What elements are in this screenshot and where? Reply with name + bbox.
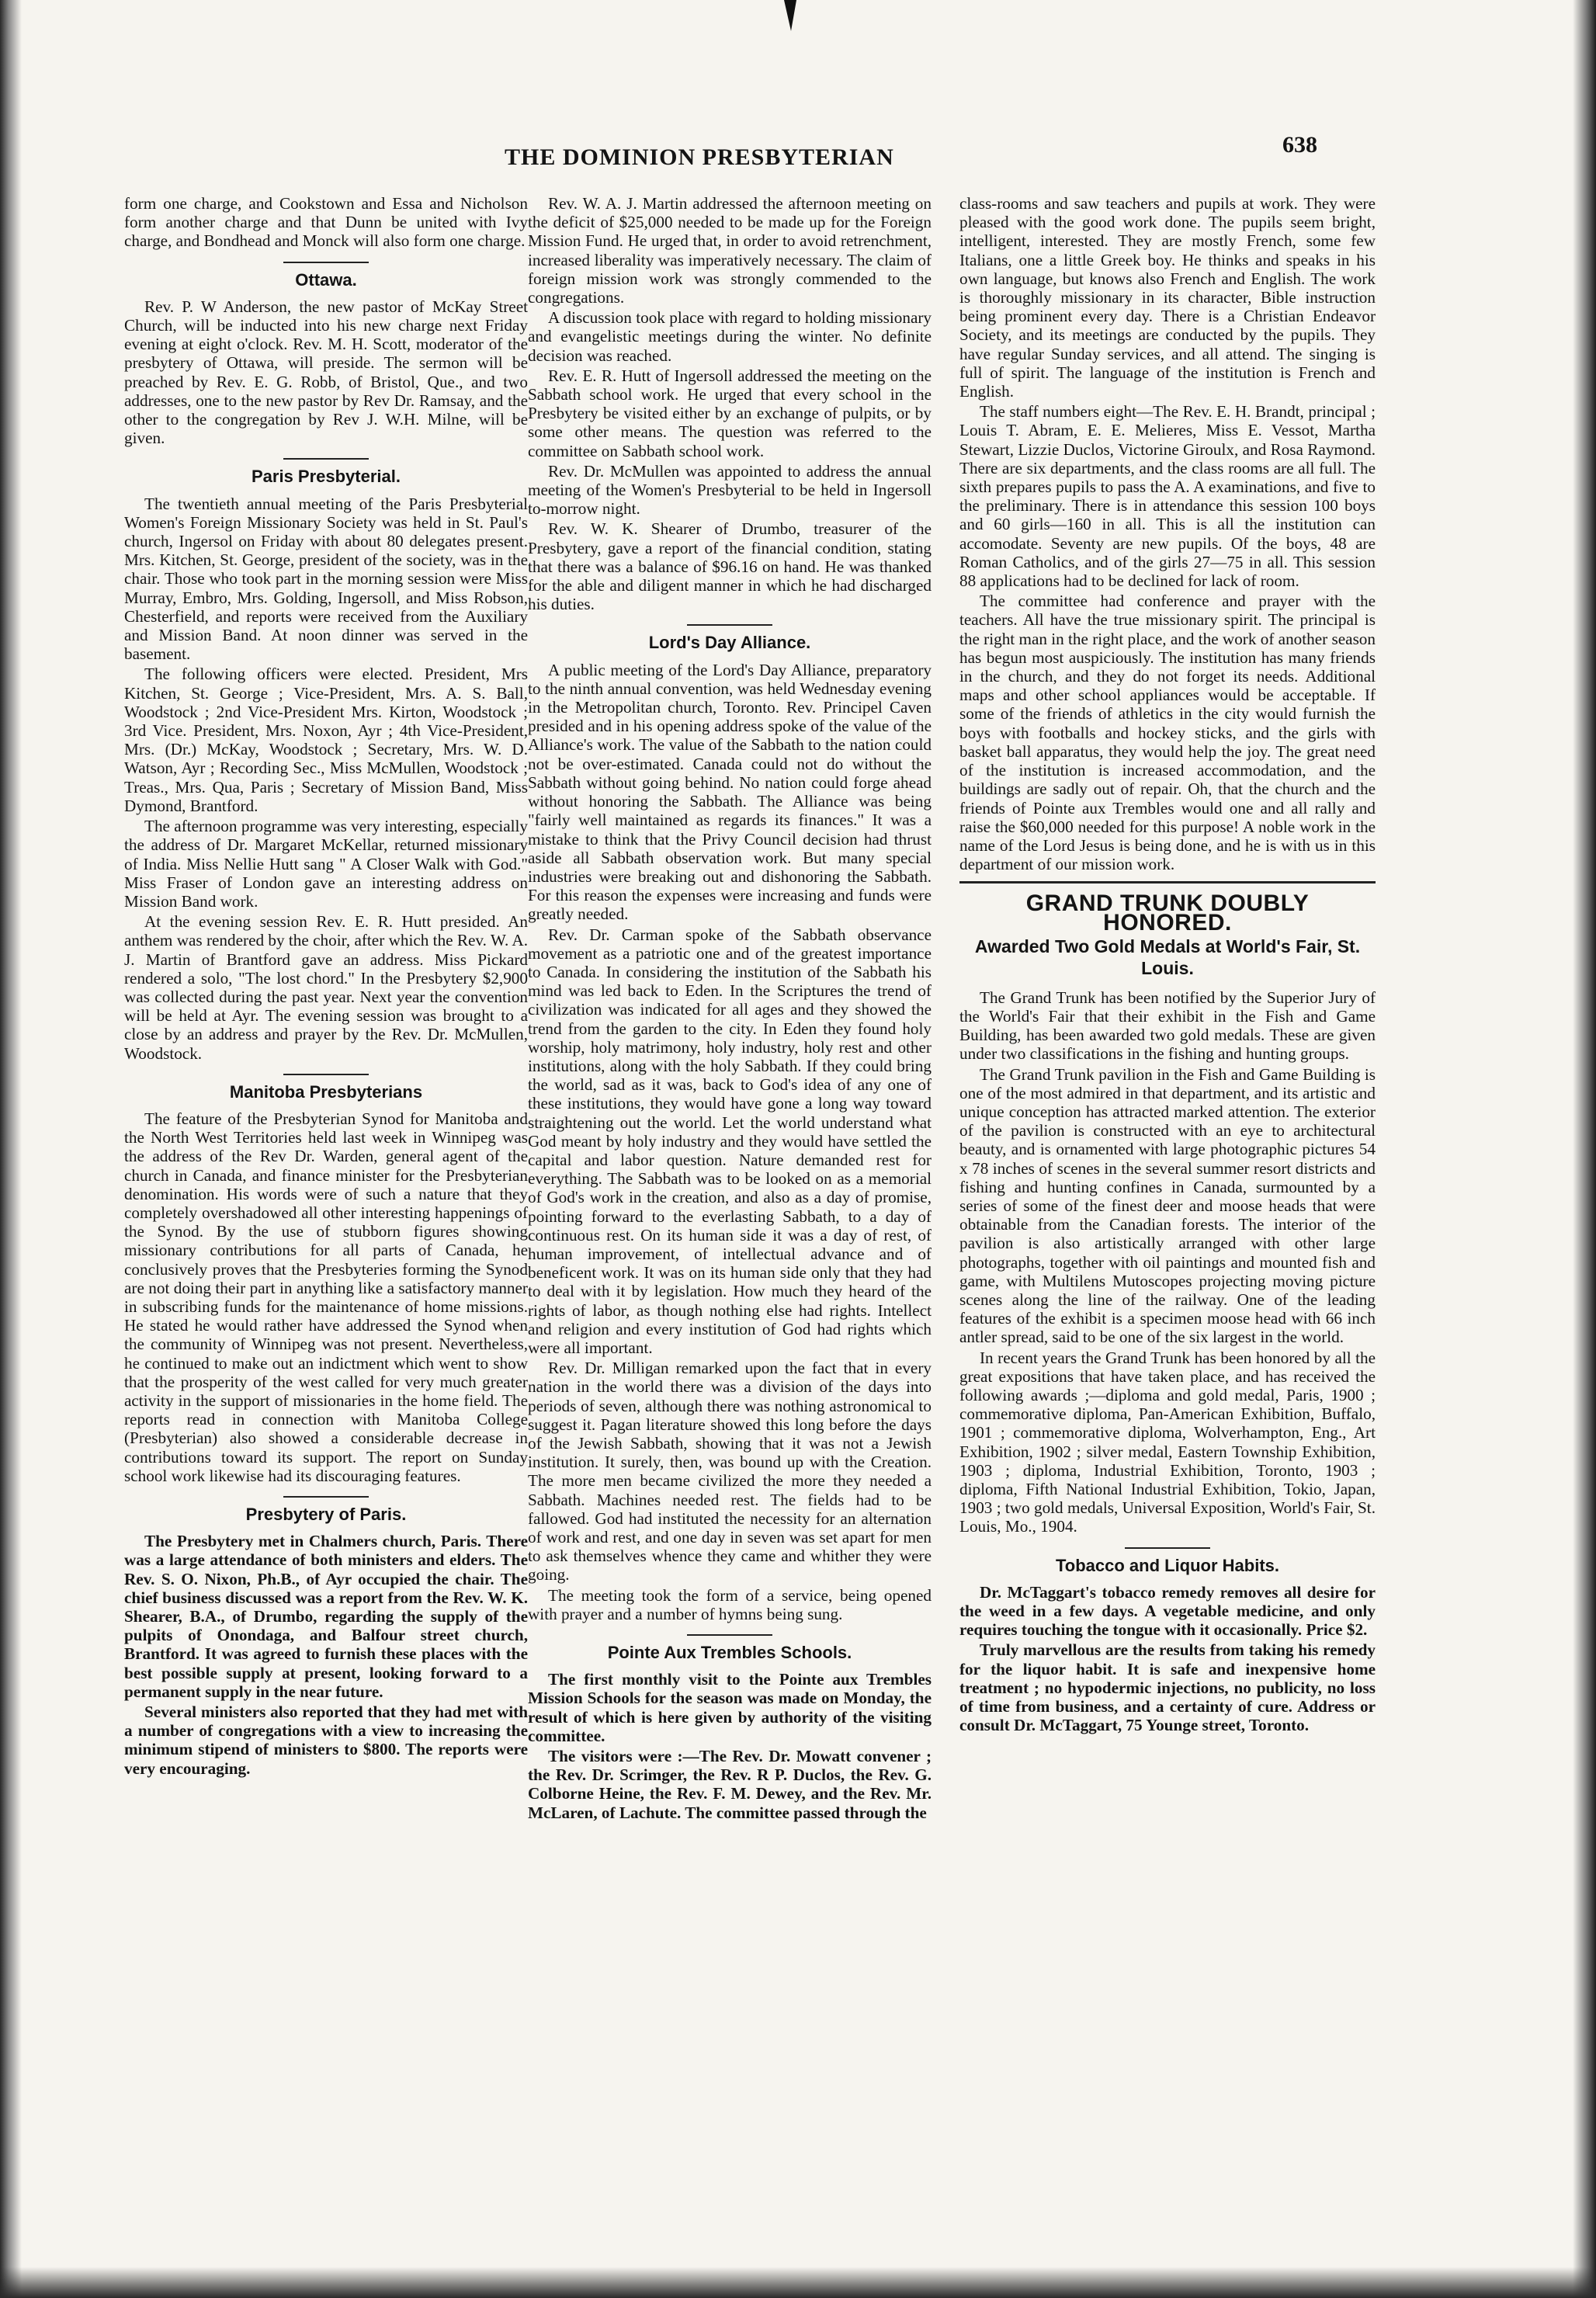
presbytery-paragraph: Rev. E. R. Hutt of Ingersoll addressed the meeting on the Sabbath school work. He urged that every school in the Presbytery be visited either by an exchange of pulpits, or by some other means. The question was referred to the committee on Sabbath school work. [528, 366, 932, 460]
grand-trunk-paragraph: In recent years the Grand Trunk has been honored by all the great expositions that have taken place, and has received the following awards ;—diploma and gold medal, Paris, 1900 ; commemorative diploma, Pan-American Exhibition, Buffalo, 1901 ; commemorative diploma, Wolverhampton, Eng., Art Exhibition, 1902 ; silver medal, Eastern Township Exhibition, 1903 ; diploma, Industrial Exhibition, Toronto, 1903 ; diploma, Fifth National Industrial Exhibition, Tokio, Japan, 1903 ; two gold medals, Universal Exposition, World's Fair, St. Louis, Mo., 1904. [959, 1348, 1376, 1536]
paris-paragraph: At the evening session Rev. E. R. Hutt presided. An anthem was rendered by the choir, after which the Rev. W. A. J. Martin of Brantford gave an address. Miss Pickard rendered a solo, "The lost chord." In the Presbytery $2,900 was collected during the past year. Next year the convention will be held at Ayr. The evening session was brought to a close by an address and prayer by the Rev. Dr. McMullen, Woodstock. [124, 912, 528, 1063]
pointe-paragraph: The first monthly visit to the Pointe aux Trembles Mission Schools for the season was made on Monday, the result of which is here given by authority of the visiting committee. [528, 1670, 932, 1745]
scan-edge-left [0, 0, 22, 2298]
presbytery-paragraph: Rev. Dr. McMullen was appointed to address the annual meeting of the Women's Presbyterial to be held in Ingersoll to-morrow night. [528, 461, 932, 519]
pointe-paragraph: The visitors were :—The Rev. Dr. Mowatt convener ; the Rev. Dr. Scrimger, the Rev. R P. Duclos, the Rev. G. Colborne Heine, the Rev. F. M. Dewey, and the Rev. Mr. McLaren, of Lachute. The committee passed through the [528, 1747, 932, 1822]
section-divider [283, 262, 369, 263]
paris-paragraph: The twentieth annual meeting of the Paris Presbyterial Women's Foreign Missionary Society was held in St. Paul's church, Ingersol on Friday with about 80 delegates present. Mrs. Kitchen, St. George, president of the society, was in the chair. Those who took part in the morning session were Miss Murray, Embro, Mrs. Golding, Ingersoll, and Miss Robson, Chesterfield, and reports were received from the Auxiliary and Mission Band. At noon dinner was served in the basement. [124, 494, 528, 664]
pointe-continued-paragraph: The staff numbers eight—The Rev. E. H. Brandt, principal ; Louis T. Abram, E. E. Melieres, Miss E. Vessot, Martha Stewart, Lizzie Duclos, Victorine Giroulx, and Rosa Raymond. There are six departments, and the class rooms are all full. The sixth prepares pupils to pass the A. A examinations, and five to the preliminary. There is in attendance this session 100 boys and 60 girls—160 in all. This is all the institution can accomodate. Seventy are new pupils. Of the boys, 48 are Roman Catholics, and of the girls 27—75 in all. This session 88 applications had to be declined for lack of room. [959, 402, 1376, 591]
lords-day-paragraph: Rev. Dr. Milligan remarked upon the fact that in every nation in the world there was a division of the days into periods of seven, although there was nothing astronomical to suggest it. Pagan literature showed this long before the days of the Jewish Sabbath, showing that it was not a Jewish institution. It surely, then, was bound up with the Creation. The more men became civilized the more they needed a Sabbath. Machines needed rest. The fields had to be fallowed. God had instituted the necessity for an alternation of work and rest, and one day in seven was set apart for men to ask themselves whence they came and whither they were going. [528, 1359, 932, 1585]
section-divider [959, 881, 1376, 883]
tobacco-paragraph: Dr. McTaggart's tobacco remedy removes all desire for the weed in a few days. A vegetable medicine, and only requires touching the tongue with it occasionally. Price $2. [959, 1582, 1376, 1640]
column-2 [528, 194, 932, 1824]
section-divider [687, 1634, 772, 1636]
section-divider [283, 1074, 369, 1075]
page-header-title: THE DOMINION PRESBYTERIAN [505, 144, 894, 170]
manitoba-heading: Manitoba Presbyterians [229, 1081, 423, 1102]
lords-day-paragraph: The meeting took the form of a service, being opened with prayer and a number of hymns being sung. [528, 1585, 932, 1623]
paris-presbyterial-heading: Paris Presbyterial. [251, 467, 401, 487]
lords-day-paragraph: A public meeting of the Lord's Day Alliance, preparatory to the ninth annual convention, was held Wednesday evening in the Metropolitan church, Toronto. Rev. Principel Caven presided and in his opening address spoke of the value of the Alliance's work. The value of the Sabbath to the nation could not be over-estimated. Canada could not do without the Sabbath without going behind. No nation could forge ahead without honoring the Sabbath. The Alliance was being "fairly well maintained as regards its finances." It was a mistake to think that the Privy Council decision had thrust aside all Sabbath observation work. But many special industries were breaking out and dishonoring the Sabbath. For this reason the expenses were increasing and funds were greatly needed. [528, 660, 932, 924]
page-number: 638 [1282, 132, 1317, 158]
presbytery-paris-paragraph: Several ministers also reported that they had met with a number of congregations with a view to increasing the minimum stipend of ministers to $800. The reports were very encouraging. [124, 1703, 528, 1778]
section-divider [687, 624, 772, 626]
paris-paragraph: The afternoon programme was very interesting, especially the address of Dr. Margaret McKellar, returned missionary of India. Miss Nellie Hutt sang " A Closer Walk with God." Miss Fraser of London gave an interesting address on Mission Band work. [124, 817, 528, 911]
presbytery-paragraph: Rev. W. A. J. Martin addressed the afternoon meeting on the deficit of $25,000 needed to be made up for the Foreign Mission Fund. He urged that, in order to avoid retrenchment, increased liberality was imperatively necessary. The claim of foreign mission work was strongly commended to the congregations. [528, 194, 932, 307]
intro-paragraph: form one charge, and Cookstown and Essa and Nicholson form another charge and that Dunn be united with Ivy charge, and Bondhead and Monck will also form one charge. [124, 194, 528, 251]
grand-trunk-paragraph: The Grand Trunk pavilion in the Fish and Game Building is one of the most admired in that department, and its artistic and unique conception has attracted marked attention. The exterior of the pavilion is constructed with an eye to architectural beauty, and is ornamented with large photographic pictures 54 x 78 inches of scenes in the several summer resort districts and fishing and hunting confines in Canada, surmounted by a series of some of the finest deer and moose heads that were obtainable from the Canadian forests. The interior of the pavilion is also artistically arranged with other large photographs, together with oil paintings and mounted fish and game, with Multilens Mutoscopes projecting moving picture scenes along the line of the railway. One of the leading features of the exhibit is a specimen moose head with 66 inch antler spread, said to be one of the six largest in the world. [959, 1064, 1376, 1347]
grand-trunk-heading: GRAND TRUNK DOUBLY HONORED. [1025, 890, 1310, 936]
column-1 [124, 194, 528, 1779]
manitoba-paragraph: The feature of the Presbyterian Synod for Manitoba and the North West Territories held last week in Winnipeg was the address of the Rev Dr. Warden, general agent of the church in Canada, and finance minister for the Presbyterian denomination. His words were of such a nature that they completely overshadowed all other interesting happenings of the Synod. By the use of stubborn figures showing missionary contributions for all parts of Canada, he conclusively proves that the Presbyteries forming the Synod are not doing their part in anything like a satisfactory manner in subscribing funds for the maintenance of home missions. He stated he would rather have addressed the Synod when the community of Winnipeg was not present. Nevertheless, he continued to make out an indictment which went to show that the prosperity of the west called for very much greater activity in the support of missionaries in the home field. The reports read in connection with Manitoba College (Presbyterian) also showed a considerable decrease in contributions toward its support. The report on Sunday school work likewise had its discouraging features. [124, 1109, 528, 1485]
paris-paragraph: The following officers were elected. President, Mrs Kitchen, St. George ; Vice-President, Mrs. A. S. Ball, Woodstock ; 2nd Vice-President Mrs. Kirton, Woodstock ; 3rd Vice. President, Mrs. Noxon, Ayr ; 4th Vice-President, Mrs. (Dr.) McKay, Woodstock ; Secretary, Mrs. W. D. Watson, Ayr ; Recording Sec., Miss McMullen, Woodstock ; Treas., Mrs. Qua, Paris ; Secretary of Mission Band, Miss Dymond, Brantford. [124, 665, 528, 815]
ottawa-paragraph: Rev. P. W Anderson, the new pastor of McKay Street Church, will be inducted into his new charge next Friday evening at eight o'clock. Rev. M. H. Scott, moderator of the presbytery of Ottawa, will preside. The sermon will be preached by Rev. E. G. Robb, of Bristol, Que., and two addresses, one to the new pastor by Rev Dr. Ramsay, and the other to the congregation by Rev J. W.H. Milne, will be given. [124, 297, 528, 448]
scan-edge-bottom [0, 2267, 1596, 2298]
pointe-continued-paragraph: The committee had conference and prayer with the teachers. All have the true missionary spirit. The principal is the right man in the right place, and the work of another season has begun most auspiciously. The institution has many friends in the church, and they do not forget its needs. Additional maps and other school appliances would be acceptable. If some of the friends of athletics in the city would furnish the boys with footballs and hockey sticks, and the girls with basket ball apparatus, they would help the joy. The great need of the institution is increased accommodation, and the buildings are sadly out of repair. Oh, that the church and the friends of Pointe aux Trembles would one and all rally and raise the $60,000 needed for this purpose! A noble work in the name of the Lord Jesus is being done, and he is with us in this department of our mission work. [959, 592, 1376, 874]
presbytery-paris-paragraph: The Presbytery met in Chalmers church, Paris. There was a large attendance of both ministers and elders. The Rev. S. O. Nixon, Ph.B., of Ayr occupied the chair. The chief business discussed was a report from the Rev. W. K. Shearer, B.A., of Drumbo, regarding the supply of the pulpits of Onondaga, and Balfour street church, Brantford. It was agreed to furnish these places with the best possible supply at present, looking forward to a permanent supply in the near future. [124, 1532, 528, 1701]
presbytery-paris-heading: Presbytery of Paris. [245, 1505, 407, 1524]
ottawa-heading: Ottawa. [295, 269, 357, 290]
presbytery-paragraph: A discussion took place with regard to holding missionary and evangelistic meetings during the winter. No definite decision was reached. [528, 308, 932, 365]
grand-trunk-subheading: Awarded Two Gold Medals at World's Fair, St. Louis. [974, 936, 1361, 978]
tobacco-heading: Tobacco and Liquor Habits. [1055, 1555, 1280, 1575]
section-divider [283, 1496, 369, 1498]
section-divider [283, 458, 369, 460]
presbytery-paragraph: Rev. W. K. Shearer of Drumbo, treasurer of the Presbytery, gave a report of the financial condition, stating that there was a balance of $96.16 on hand. He was thanked for the able and diligent manner in which he had discharged his duties. [528, 519, 932, 614]
lords-day-heading: Lord's Day Alliance. [648, 633, 811, 653]
grand-trunk-paragraph: The Grand Trunk has been notified by the Superior Jury of the World's Fair that their exhibit in the Fish and Game Building, has been awarded two gold medals. These are given under two classifications in the fishing and hunting groups. [959, 988, 1376, 1064]
column-3 [959, 194, 1376, 1736]
lords-day-paragraph: Rev. Dr. Carman spoke of the Sabbath observance movement as a patriotic one and of the greatest importance to Canada. In considering the institution of the Sabbath his mind was led back to Eden. In the Scriptures the trend of civilization was indicated for all ages and they showed the trend from the garden to the city. In Eden they found holy worship, holy matrimony, holy industry, holy rest and other institutions, along with the holy Sabbath. If they could bring the world, sad as it was, back to God's idea of any one of these institutions, they would have gone a long way toward straightening out the world. Let the world understand what God meant by holy industry and they would have settled the capital and labor question. Nature demanded rest for everything. The Sabbath was to be looked on as a memorial of God's work in the creation, and also as a day of promise, pointing forward to the everlasting Sabbath, to a day of continuous rest. On its human side it was a day of rest, of human improvement, of intellectual advance and of beneficent work. It was on its human side only that they had to deal with it by legislation. How much they heard of the rights of labor, as though nothing else had rights. Intellect and religion and every institution of God had rights which were all important. [528, 925, 932, 1357]
tobacco-paragraph: Truly marvellous are the results from taking his remedy for the liquor habit. It is safe and inexpensive home treatment ; no hypodermic injections, no publicity, no loss of time from business, and a certainty of cure. Address or consult Dr. McTaggart, 75 Younge street, Toronto. [959, 1640, 1376, 1735]
pointe-continued-paragraph: class-rooms and saw teachers and pupils at work. They were pleased with the good work done. The pupils seem bright, intelligent, interested. They are mostly French, some few Italians, one a little Greek boy. He thinks and speaks in his own language, but knows also French and English. The work is thoroughly missionary in its character, Bible instruction being prominent every day. There is a Christian Endeavor Society, and its meetings are conducted by the pupils. They have regular Sunday services, and all attend. The singing is full of spirit. The language of the institution is French and English. [959, 194, 1376, 401]
pointe-heading: Pointe Aux Trembles Schools. [607, 1643, 852, 1663]
section-divider [1125, 1547, 1210, 1549]
scan-edge-right [1573, 0, 1596, 2298]
bookmark-ribbon-icon [781, 0, 800, 31]
